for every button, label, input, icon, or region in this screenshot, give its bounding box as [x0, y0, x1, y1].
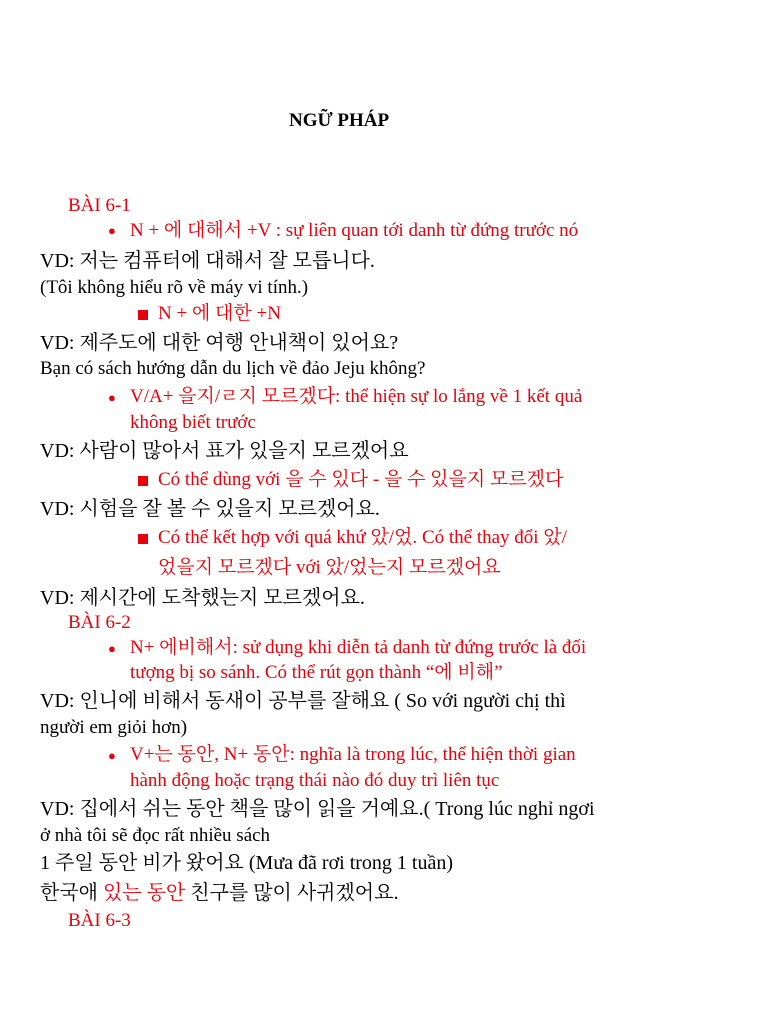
circle-bullet-icon: ●	[108, 223, 116, 238]
example-sentence	[40, 882, 398, 905]
grammar-note-continued: 었을지 모르겠다 với 았/었는지 모르겠어요	[158, 557, 501, 578]
grammar-rule: N + 에 대한 +N	[158, 303, 281, 324]
translation: Bạn có sách hướng dẫn du lịch về đảo Jeju không?	[40, 358, 426, 379]
circle-bullet-icon: ●	[108, 390, 116, 405]
grammar-note: Có thể kết hợp với quá khứ 았/었. Có thể thay đổi 았/	[158, 527, 567, 548]
example-sentence: VD: 제주도에 대한 여행 안내책이 있어요?	[40, 332, 399, 354]
example-sentence: VD: 인니에 비해서 동새이 공부를 잘해요 ( So với người chị thì	[40, 690, 566, 712]
translation: (Tôi không hiểu rõ về máy vi tính.)	[40, 277, 309, 298]
section-heading-6-2: BÀI 6-2	[68, 612, 131, 633]
example-sentence: VD: 저는 컴퓨터에 대해서 잘 모릅니다.	[40, 250, 375, 272]
grammar-rule-continued: hành động hoặc trạng thái nào đó duy trì liên tục	[130, 770, 500, 791]
square-bullet-icon	[138, 476, 148, 486]
circle-bullet-icon: ●	[108, 748, 116, 763]
grammar-note: Có thể dùng với 을 수 있다 - 을 수 있을지 모르겠다	[158, 469, 564, 490]
grammar-rule-continued: không biết trước	[130, 412, 256, 433]
grammar-rule-continued: tượng bị so sánh. Có thể rút gọn thành “에 비해”	[130, 662, 503, 683]
translation: ở nhà tôi sẽ đọc rất nhiều sách	[40, 825, 271, 846]
square-bullet-icon	[138, 534, 148, 544]
circle-bullet-icon: ●	[108, 641, 116, 656]
square-bullet-icon	[138, 310, 148, 320]
example-sentence: 1 주일 동안 비가 왔어요 (Mưa đã rơi trong 1 tuần)	[40, 852, 454, 874]
example-sentence: VD: 시험을 잘 볼 수 있을지 모르겠어요.	[40, 498, 380, 520]
example-part: 한국애	[40, 882, 103, 904]
section-heading-6-3: BÀI 6-3	[68, 910, 131, 931]
grammar-rule: N + 에 대해서 +V : sự liên quan tới danh từ đứng trước nó	[130, 220, 579, 241]
page-title: NGỮ PHÁP	[289, 110, 390, 131]
highlighted-grammar: 있는 동안	[102, 882, 186, 904]
example-part: 친구를 많이 사귀겠어요.	[185, 882, 399, 904]
section-heading-6-1: BÀI 6-1	[68, 195, 131, 216]
grammar-rule	[130, 386, 710, 408]
example-sentence: VD: 사람이 많아서 표가 있을지 모르겠어요	[40, 440, 409, 462]
example-sentence: VD: 제시간에 도착했는지 모르겠어요.	[40, 587, 365, 609]
translation: người em giỏi hơn)	[40, 717, 188, 738]
example-sentence: VD: 집에서 쉬는 동안 책을 많이 읽을 거예요.( Trong lúc nghỉ ngơi	[40, 798, 595, 820]
grammar-rule: N+ 에비해서: sử dụng khi diễn tả danh từ đứng trước là đối	[130, 637, 587, 658]
grammar-rule: V+는 동안, N+ 동안: nghĩa là trong lúc, thể hiện thời gian	[130, 744, 576, 765]
grammar-rule-text: V/A+ 을지/ㄹ지 모르겠다: thể hiện sự lo lắng về 1 kết quả	[130, 386, 583, 407]
